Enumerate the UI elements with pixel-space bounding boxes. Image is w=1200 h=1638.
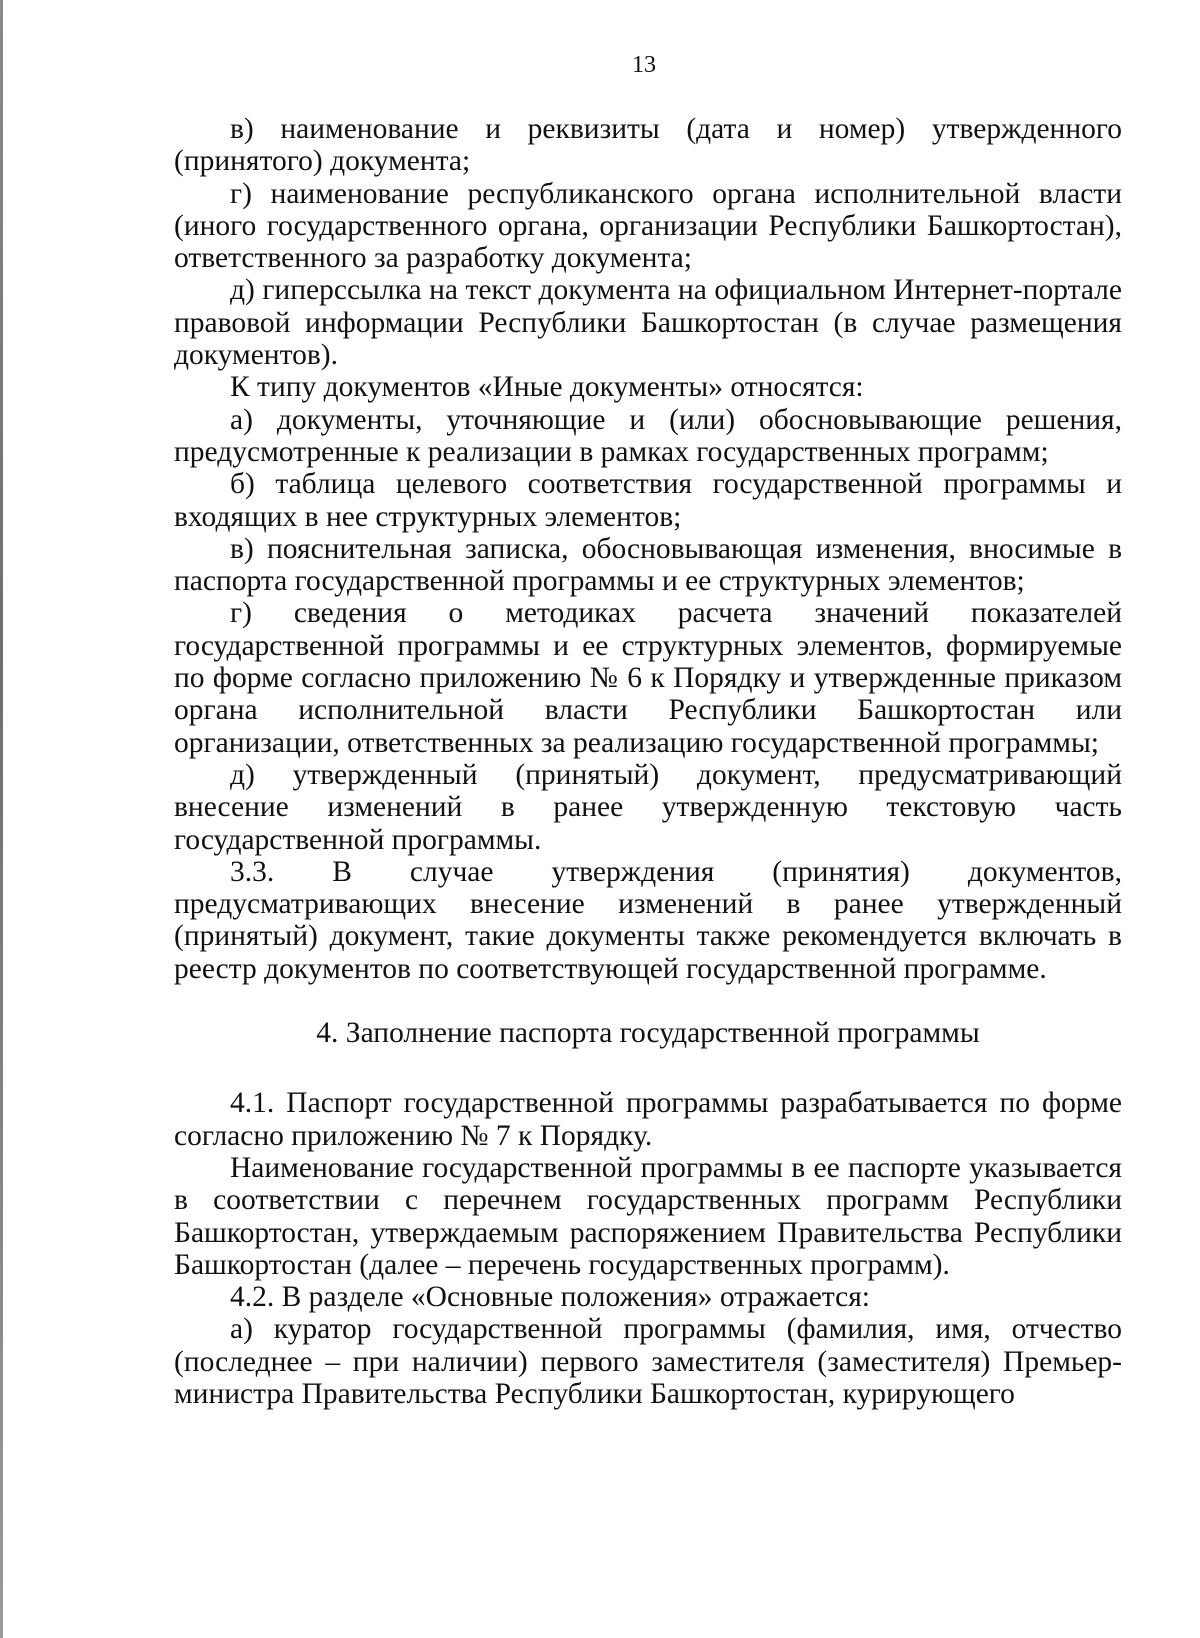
scan-edge — [0, 0, 3, 1638]
paragraph-item-d2: д) утвержденный (принятый) документ, предусматривающий внесение изменений в ранее утвержденную текстовую часть государственной программы. — [174, 758, 1122, 856]
page-number: 13 — [632, 52, 656, 78]
paragraph-name-rule: Наименование государственной программы в ее паспорте указывается в соответствии с перечнем государственных программ Республики Башкортостан, утверждаемым распоряжением Правительства Республики Башкортостан (далее – перечень государственных программ). — [174, 1151, 1122, 1281]
paragraph-item-d: д) гиперссылка на текст документа на официальном Интернет-портале правовой информации Республики Башкортостан (в случае размещения документов). — [174, 274, 1122, 372]
paragraph-item-v: в) наименование и реквизиты (дата и номер) утвержденного (принятого) документа; — [174, 113, 1122, 178]
paragraph-item-a: а) документы, уточняющие и (или) обосновывающие решения, предусмотренные к реализации в рамках государственных программ; — [174, 403, 1122, 468]
section-heading: 4. Заполнение паспорта государственной программы — [316, 1017, 980, 1050]
paragraph-3-3: 3.3. В случае утверждения (принятия) документов, предусматривающих внесение изменений в ранее утвержденный (принятый) документ, такие документы также рекомендуется включать в реестр документов по соответствующей государственной программе. — [174, 855, 1122, 985]
paragraph-item-v2: в) пояснительная записка, обосновывающая изменения, вносимые в паспорта государственной программы и ее структурных элементов; — [174, 532, 1122, 598]
paragraph-item-g: г) наименование республиканского органа исполнительной власти (иного государственного органа, организации Республики Башкортостан), ответственного за разработку документа; — [174, 177, 1122, 275]
paragraph-curator: а) куратор государственной программы (фамилия, имя, отчество (последнее – при наличии) первого заместителя (заместителя) Премьер-министра Правительства Республики Башкортостан, курирующего — [174, 1313, 1122, 1410]
paragraph-other-docs-intro: К типу документов «Иные документы» относятся: — [230, 371, 864, 404]
paragraph-item-b: б) таблица целевого соответствия государственной программы и входящих в нее структурных элементов; — [174, 468, 1122, 533]
paragraph-4-1: 4.1. Паспорт государственной программы разрабатывается по форме согласно приложению № 7 к Порядку. — [174, 1087, 1122, 1152]
paragraph-item-g2: г) сведения о методиках расчета значений показателей государственной программы и ее структурных элементов, формируемые по форме согласно приложению № 6 к Порядку и утвержденные приказом органа исполнительной власти Республики Башкортостан или организации, ответственных за реализацию государственной программы; — [174, 597, 1122, 759]
document-body — [174, 113, 1122, 1410]
paragraph-4-2: 4.2. В разделе «Основные положения» отражается: — [230, 1281, 870, 1314]
